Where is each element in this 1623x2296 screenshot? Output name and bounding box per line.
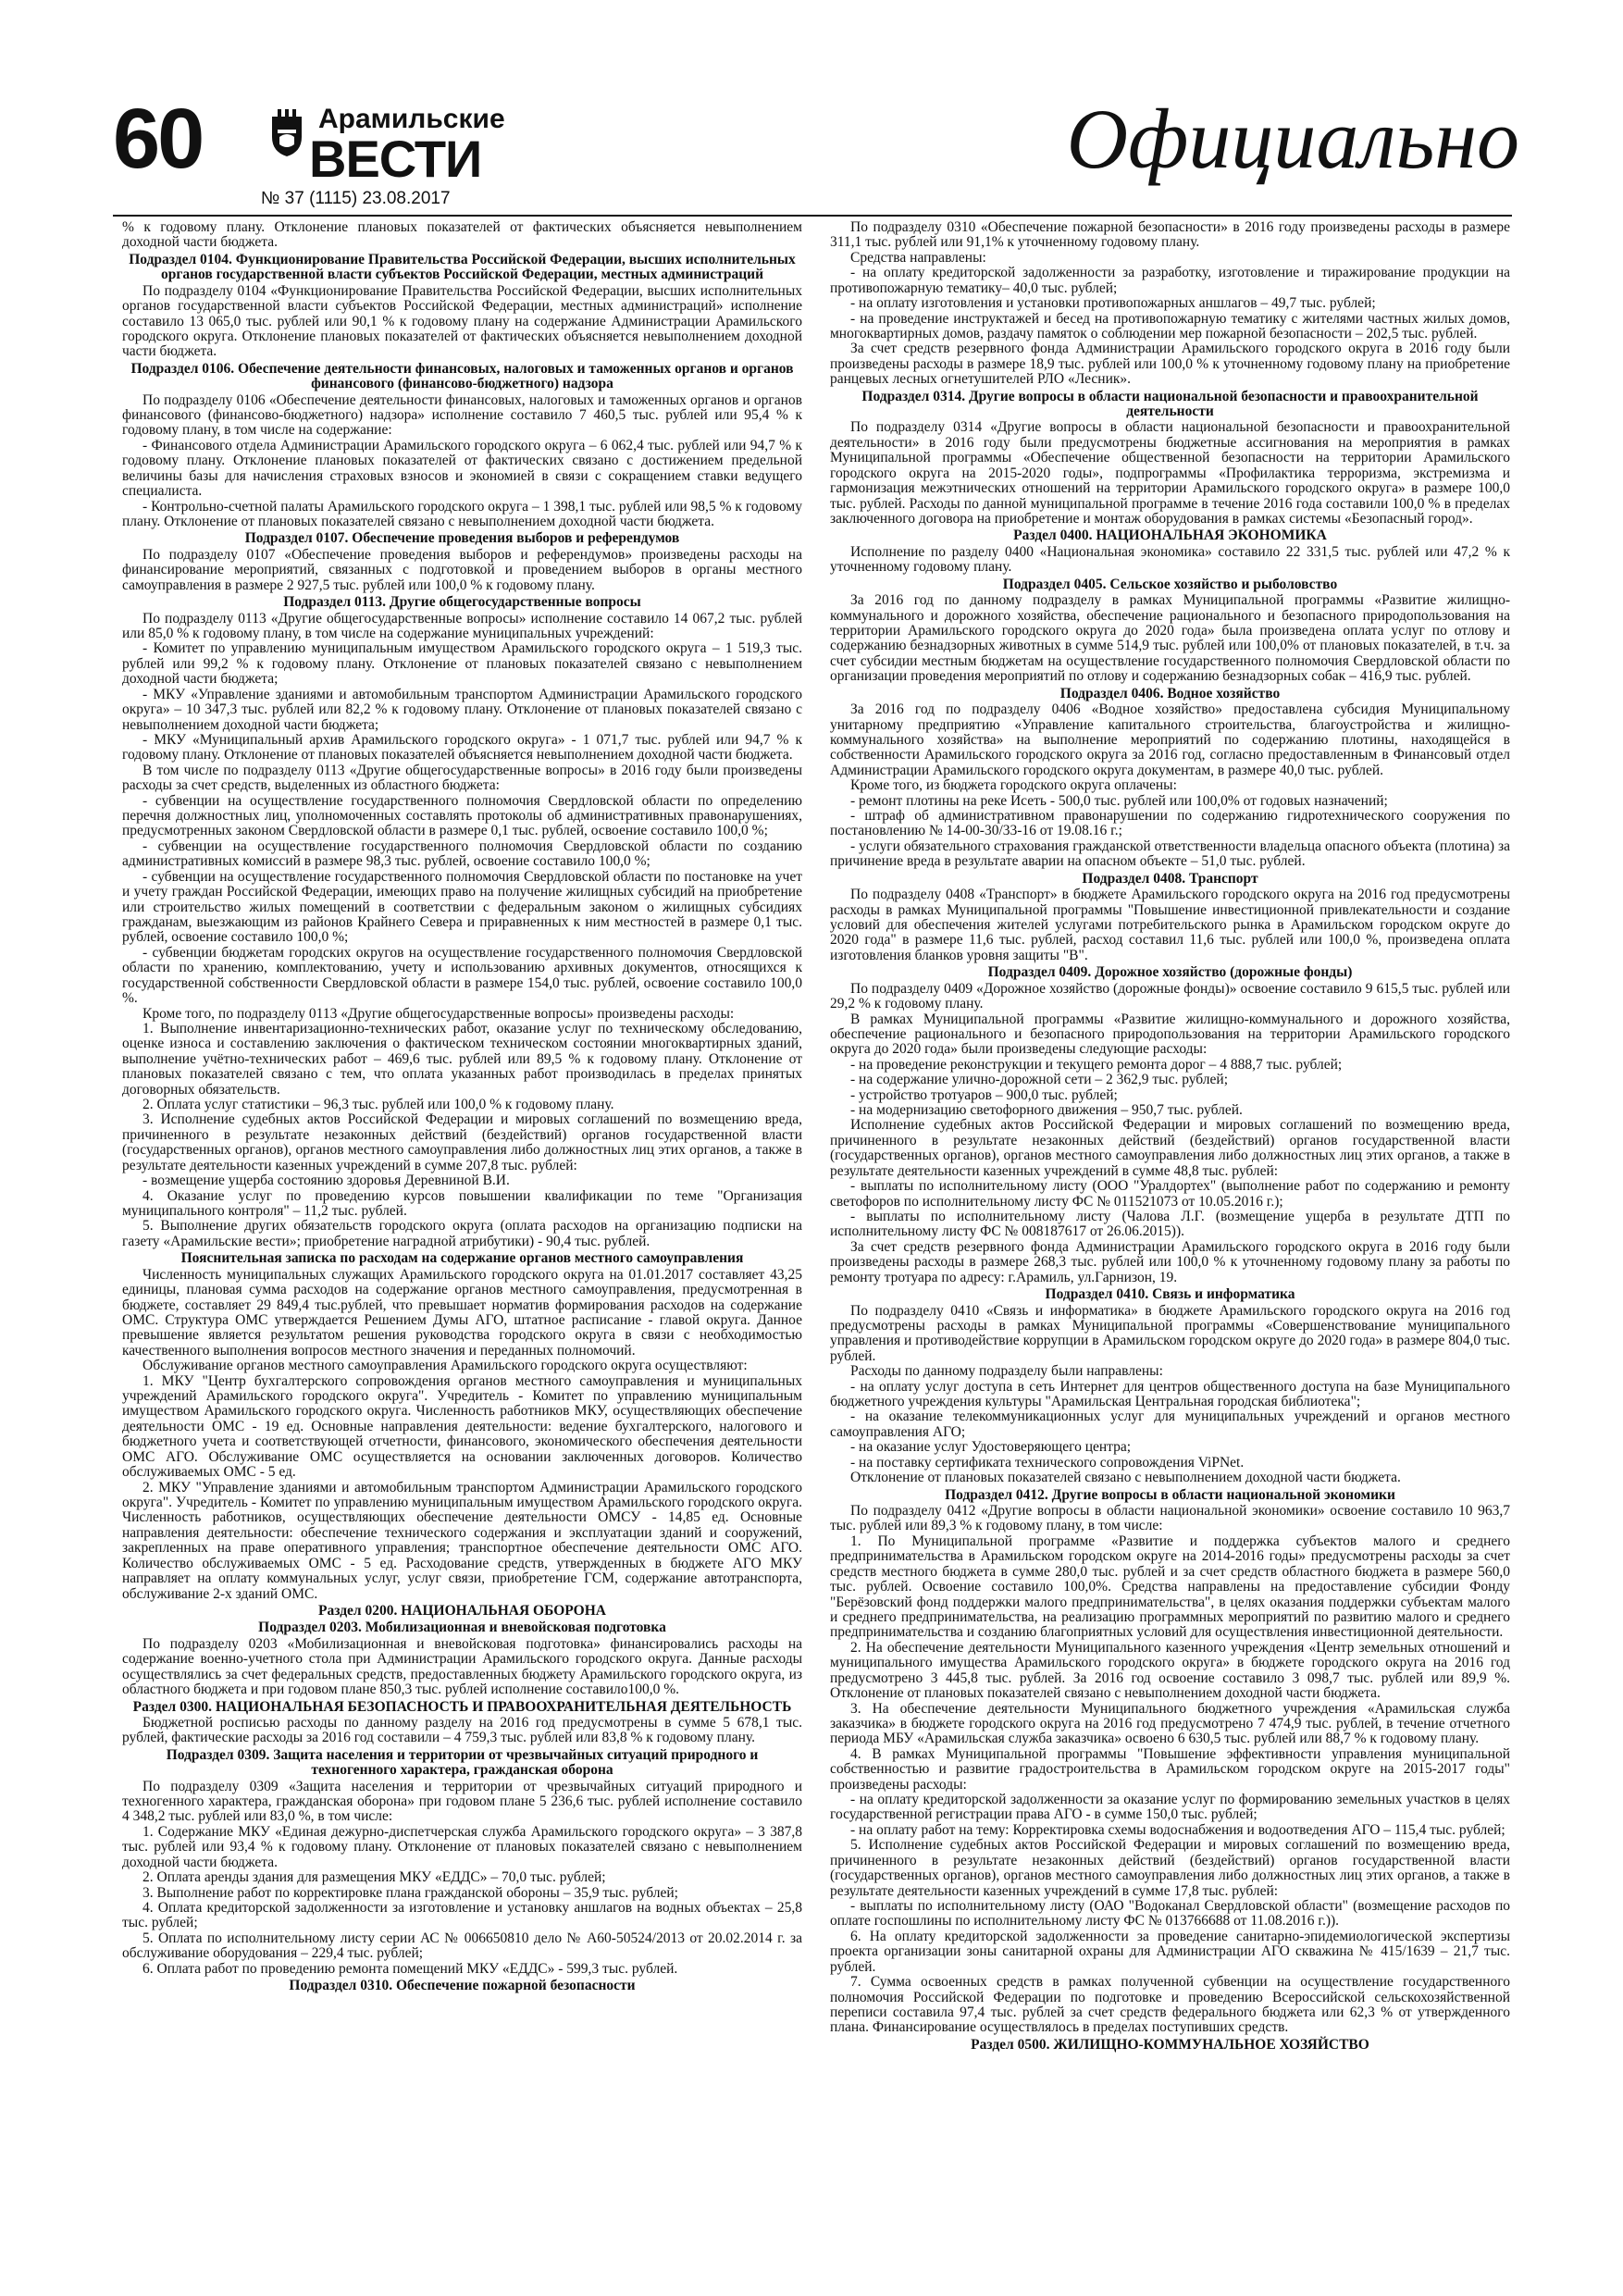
paragraph: 4. Оплата кредиторской задолженности за изготовление и установку аншлагов на водных объектах – 25,8 тыс. рублей; [122, 1899, 802, 1931]
paragraph: - на оказание телекоммуникационных услуг для муниципальных учреждений и органов местного самоуправления АГО; [830, 1409, 1510, 1440]
brand-title: ВЕСТИ [309, 130, 482, 188]
section-title: Официально [1066, 92, 1519, 186]
paragraph: - штраф об административном правонарушении по содержанию гидротехнического сооружения по постановлению № 14-00-30/33-16 от 19.08.16 г.; [830, 808, 1510, 839]
paragraph: - выплаты по исполнительному листу (Чалова Л.Г. (возмещение ущерба в результате ДТП по исполнительному листу ФС № 008187617 от 26.06.2015)). [830, 1209, 1510, 1240]
paragraph: - субвенции на осуществление государственного полномочия Свердловской области по созданию административных комиссий в размере 98,3 тыс. рублей, освоение составило 100,0 %; [122, 838, 802, 870]
issue-number: № 37 (1115) 23.08.2017 [261, 189, 451, 208]
paragraph: В том числе по подразделу 0113 «Другие общегосударственные вопросы» в 2016 году были произведены расходы за счет средств, выделенных из областного бюджета: [122, 762, 802, 794]
masthead [113, 92, 1519, 208]
section-heading: Раздел 0200. НАЦИОНАЛЬНАЯ ОБОРОНА [318, 1602, 606, 1619]
paragraph: % к годовому плану. Отклонение плановых показателей от фактических объясняется невыполнением доходной части бюджета. [122, 220, 802, 251]
paragraph: - МКУ «Муниципальный архив Арамильского городского округа» - 1 071,7 тыс. рублей или 94,7 % к годовому плану. Отклонение от плановых показателей объясняется невыполнением доходной части бюджета. [122, 731, 802, 763]
paragraph: - субвенции бюджетам городских округов на осуществление государственного полномочия Свердловской области по хранению, комплектованию, учету и использованию архивных документов, относящихся к государственной собственности Свердловской области в размере 154,0 тыс. рублей, освоение составило 100,0 %. [122, 944, 802, 1007]
paragraph: По подразделу 0106 «Обеспечение деятельности финансовых, налоговых и таможенных органов и органов финансового (финансово-бюджетного) надзора» исполнение составило 7 460,5 тыс. рублей или 95,4 % к годовому плану, в том числе на содержание: [122, 391, 802, 439]
paragraph: 1. По Муниципальной программе «Развитие и поддержка субъектов малого и среднего предпринимательства в Арамильском городском округе на 2014-2016 годы» предусмотрены расходы за счет средств местного бюджета в сумме 280,0 тыс. рублей и за счет средств областного бюджета в размере 560,0 тыс. рублей. Освоение составило 100,0%. Средства направлены на предоставление субсидии Фонду "Берёзовский фонд поддержки малого предпринимательства", в целях оказания поддержки субъектам малого и среднего предпринимательства, на реализацию программных мероприятий по развитию малого и среднего предпринимательства и созданию благоприятных условий для осуществления инвестиционной деятельности. [830, 1533, 1510, 1641]
paragraph: - на проведение инструктажей и бесед на противопожарную тематику с жителями частных жилых домов, многоквартирных домов, раздачу памяток о соблюдении мер пожарной безопасности – 202,5 тыс. рублей. [830, 310, 1510, 341]
section-heading: Подраздел 0106. Обеспечение деятельности финансовых, налоговых и таможенных органов и органов финансового (финансово-бюджетного) надзора [130, 360, 794, 392]
paragraph: - на оплату кредиторской задолженности за разработку, изготовление и тиражирование продукции на противопожарную тематику– 40,0 тыс. рублей; [830, 265, 1510, 296]
paragraph: - субвенции на осуществление государственного полномочия Свердловской области по определению перечня должностных лиц, уполномоченных составлять протоколы об административных правонарушениях, предусмотренных законом Свердловской области в размере 0,1 тыс. рублей, освоение составило 100,0 %; [122, 792, 802, 839]
paragraph: 3. На обеспечение деятельности Муниципального бюджетного учреждения «Арамильская служба заказчика» в бюджете городского округа на 2016 год предусмотрено 7 474,9 тыс. рублей, в течение отчетного периода МБУ «Арамильская служба заказчика» освоено 6 630,5 тыс. рублей или 88,7 % к годовому плану. [830, 1700, 1510, 1747]
paragraph: 3. Выполнение работ по корректировке плана гражданской обороны – 35,9 тыс. рублей; [142, 1884, 678, 1901]
brand-subtitle: Арамильские [318, 104, 505, 134]
article-body [122, 220, 1510, 2256]
paragraph: По подразделу 0104 «Функционирование Правительства Российской Федерации, высших исполнительных органов государственной власти субъектов Российской Федерации, местных администраций» исполнение составило 13 065,0 тыс. рублей или 90,1 % к годовому плану на содержание Администрации Арамильского городского округа. Отклонение плановых показателей от фактических объясняется невыполнением доходной части бюджета. [122, 282, 802, 360]
paragraph: - выплаты по исполнительному листу (ОАО "Водоканал Свердловской области" (возмещение расходов по оплате госпошлины по исполнительному листу ФС № 013766688 от 11.08.2016 г.)). [830, 1897, 1510, 1930]
paragraph: 7. Сумма освоенных средств в рамках полученной субвенции на осуществление государственного полномочия Российской Федерации по подготовке и проведению Всероссийской сельскохозяйственной переписи составила 97,4 тыс. рублей за счет средств федерального бюджета или 62,3 % от утвержденного плана. Финансирование осуществлялось в пределах поступивших средств. [830, 1974, 1510, 2036]
paragraph: 1. МКУ "Центр бухгалтерского сопровождения органов местного самоуправления и муниципальных учреждений Арамильского городского округа". Учредитель - Комитет по управлению муниципальным имуществом Арамильского городского округа. Численность работников МКУ, осуществляющих обеспечение деятельности ОМС - 19 ед. Основные направления деятельности: ведение бухгалтерского, налогового и бюджетного учета и соответствующей отчетности, финансового, экономического обеспечения деятельности ОМС АГО. Обслуживание ОМС осуществляется на основании заключенных договоров. Количество обслуживаемых ОМС - 5 ед. [122, 1372, 802, 1481]
paragraph: - на оплату работ на тему: Корректировка схемы водоснабжения и водоотведения АГО – 115,4 тыс. рублей; [850, 1821, 1505, 1838]
paragraph: 2. Оплата аренды здания для размещения МКУ «ЕДДС» – 70,0 тыс. рублей; [142, 1869, 606, 1886]
section-heading: Раздел 0300. НАЦИОНАЛЬНАЯ БЕЗОПАСНОСТЬ И ПРАВООХРАНИТЕЛЬНАЯ ДЕЯТЕЛЬНОСТЬ [132, 1698, 792, 1715]
paragraph: За 2016 год по данному подразделу в рамках Муниципальной программы «Развитие жилищно-коммунального и дорожного хозяйства, обеспечение рационального и безопасного природопользования на территории Арамильского городского округа до 2020 года» была произведена оплата услуг по отлову и содержанию безнадзорных животных в сумме 514,9 тыс. рублей или 100,0% от плановых показателей, в т.ч. за счет субсидии местным бюджетам на осуществление государственного полномочия Свердловской области по организации проведения мероприятий по отлову и содержанию безнадзорных собак – 416,9 тыс. рублей. [830, 592, 1510, 685]
paragraph: - Комитет по управлению муниципальным имуществом Арамильского городского округа – 1 519,3 тыс. рублей или 99,2 % к годовому плану. Отклонение от плановых показателей связано с невыполнением доходной части бюджета; [122, 640, 802, 688]
paragraph: За счет средств резервного фонда Администрации Арамильского городского округа в 2016 году были произведены расходы в размере 268,3 тыс. рублей или 100,0 % к уточненному годовому плану за работы по ремонту тротуара по адресу: г.Арамиль, ул.Гарнизон, 19. [830, 1238, 1510, 1285]
paragraph: В рамках Муниципальной программы «Развитие жилищно-коммунального и дорожного хозяйства, обеспечение рационального и безопасного природопользования на территории Арамильского городского округа до 2020 года» были произведены следующие расходы: [830, 1011, 1510, 1058]
section-heading: Подраздел 0309. Защита населения и территории от чрезвычайных ситуаций природного и техногенного характера, гражданская оборона [166, 1746, 759, 1779]
paragraph: За 2016 год по подразделу 0406 «Водное хозяйство» предоставлена субсидия Муниципальному унитарному предприятию «Управление капитального строительства, благоустройства и жилищно-коммунального хозяйства» на выполнение мероприятий по содержанию плотины, находящейся в собственности Арамильского городского округа за 2016 год, согласно предоставленным в Финансовый отдел Администрации Арамильского городского округа документам, в размере 40,0 тыс. рублей. [830, 701, 1510, 778]
section-heading: Подраздел 0310. Обеспечение пожарной безопасности [289, 1978, 636, 1994]
paragraph: Расходы по данному подразделу были направлены: [850, 1363, 1163, 1380]
paragraph: По подразделу 0113 «Другие общегосударственные вопросы» исполнение составило 14 067,2 тыс. рублей или 85,0 % к годовому плану, в том числе на содержание муниципальных учреждений: [122, 610, 802, 641]
paragraph: - на оплату изготовления и установки противопожарных аншлагов – 49,7 тыс. рублей; [850, 295, 1376, 312]
section-heading: Раздел 0400. НАЦИОНАЛЬНАЯ ЭКОНОМИКА [1013, 527, 1327, 544]
paragraph: 5. Исполнение судебных актов Российской Федерации и мировых соглашений по возмещению вреда, причиненного в результате незаконных действий (бездействий) органов государственной власти (государственных органов), органов местного самоуправления либо должностных лиц этих органов, а также в результате деятельности казенных учреждений в сумме 17,8 тыс. рублей: [830, 1837, 1510, 1899]
page-number: 60 [113, 92, 203, 186]
header-divider [113, 215, 1512, 217]
paragraph: 2. МКУ "Управление зданиями и автомобильным транспортом Администрации Арамильского городского округа". Учредитель - Комитет по управлению муниципальным имуществом Арамильского городского округа. Численность работников, осуществляющих обеспечение деятельности ОМСУ - 14,85 ед. Основные направления деятельности: обеспечение технического содержания и эксплуатации зданий и сооружений, закрепленных на праве оперативного управления; транспортное обеспечение деятельности ОМС АГО. Количество обслуживаемых ОМС - 5 ед. Расходование средств, утвержденных в бюджете АГО МКУ направляет на оплату коммунальных услуг, услуг связи, приобретение ГСМ, содержание автотранспорта, обслуживание 2-х зданий ОМС. [122, 1479, 802, 1602]
paragraph: - Контрольно-счетной палаты Арамильского городского округа – 1 398,1 тыс. рублей или 98,5 % к годовому плану. Отклонение от плановых показателей связано с невыполнением доходной части бюджета. [122, 498, 802, 530]
section-heading: Подраздел 0409. Дорожное хозяйство (дорожные фонды) [987, 964, 1353, 981]
paragraph: 3. Исполнение судебных актов Российской Федерации и мировых соглашений по возмещению вреда, причиненного в результате незаконных действий (бездействий) органов государственной власти (государственных органов), органов местного самоуправления либо должностных лиц этих органов, а также в результате деятельности казенных учреждений в сумме 207,8 тыс. рублей: [122, 1111, 802, 1173]
paragraph: 1. Содержание МКУ «Единая дежурно-диспетчерская служба Арамильского городского округа» – 3 387,8 тыс. рублей или 93,4 % к годовому плану. Отклонение от плановых показателей связано с невыполнением доходной части бюджета. [122, 1823, 802, 1870]
paragraph: По подразделу 0412 «Другие вопросы в области национальной экономики» освоение составило 10 963,7 тыс. рублей или 89,3 % к годовому плану, в том числе: [830, 1503, 1510, 1534]
section-heading: Раздел 0500. ЖИЛИЩНО-КОММУНАЛЬНОЕ ХОЗЯЙСТВО [971, 2036, 1369, 2053]
paragraph: 2. Оплата услуг статистики – 96,3 тыс. рублей или 100,0 % к годовому плану. [142, 1097, 614, 1113]
paragraph: По подразделу 0314 «Другие вопросы в области национальной безопасности и правоохранительной деятельности» в 2016 году были предусмотрены бюджетные ассигнования на мероприятия в рамках Муниципальной программы «Обеспечение общественной безопасности на территории Арамильского городского округа на 2015-2020 годы», подпрограммы «Профилактика терроризма, экстремизма и гармонизация межэтнических отношений на территории Арамильского городского округа» в размере 100,0 тыс. рублей. Расходы по данной муниципальной программе в течение 2016 года составили 100,0 % в пределах заключенного договора на приобретение и монтаж оборудования в рамках системы «Безопасный город». [830, 419, 1510, 527]
section-heading: Подраздел 0412. Другие вопросы в области национальной экономики [945, 1486, 1395, 1503]
section-heading: Подраздел 0113. Другие общегосударственные вопросы [283, 594, 641, 611]
paragraph: Отклонение от плановых показателей связано с невыполнением доходной части бюджета. [850, 1470, 1401, 1486]
paragraph: - устройство тротуаров – 900,0 тыс. рублей; [850, 1086, 1118, 1103]
paragraph: Обслуживание органов местного самоуправления Арамильского городского округа осуществляют: [142, 1358, 748, 1374]
paragraph: 4. В рамках Муниципальной программы "Повышение эффективности управления муниципальной собственностью и развитие градостроительства в Арамильском городском округе на 2015-2017 годы" произведены расходы: [830, 1745, 1510, 1793]
paragraph: 6. Оплата работ по проведению ремонта помещений МКУ «ЕДДС» - 599,3 тыс. рублей. [142, 1960, 678, 1977]
paragraph: Кроме того, из бюджета городского округа оплачены: [850, 777, 1177, 794]
paragraph: - на оплату услуг доступа в сеть Интернет для центров общественного доступа на базе Муниципального бюджетного учреждения культуры "Арамильская Центральная городская библиотека"; [830, 1378, 1510, 1410]
paragraph: 2. На обеспечение деятельности Муниципального казенного учреждения «Центр земельных отношений и муниципального имущества Арамильского городского округа» в бюджете городского округа на 2016 год предусмотрено 3 445,8 тыс. рублей. За 2016 год освоение составило 3 098,7 тыс. рублей или 89,9 %. Отклонение от плановых показателей связано с невыполнением доходной части бюджета. [830, 1639, 1510, 1702]
paragraph: - возмещение ущерба состоянию здоровья Деревниной В.И. [142, 1173, 510, 1189]
coat-of-arms-icon [268, 109, 305, 157]
section-heading: Подраздел 0410. Связь и информатика [1045, 1286, 1295, 1303]
paragraph: По подразделу 0310 «Обеспечение пожарной безопасности» в 2016 году произведены расходы в размере 311,1 тыс. рублей или 91,1% к уточненному годовому плану. [830, 220, 1510, 251]
section-heading: Подраздел 0406. Водное хозяйство [1059, 685, 1281, 701]
section-heading: Пояснительная записка по расходам на содержание органов местного самоуправления [180, 1250, 744, 1267]
paragraph: - субвенции на осуществление государственного полномочия Свердловской области по постановке на учет и учету граждан Российской Федерации, имеющих право на получение жилищных субсидий на приобретение или строительство жилых помещений в соответствии с федеральным законом о жилищных субсидиях гражданам, выезжающим из районов Крайнего Севера и приравненных к ним местностей в размере 0,1 тыс. рублей, освоение составило 100,0 %; [122, 868, 802, 946]
left-column [122, 220, 802, 2256]
paragraph: По подразделу 0203 «Мобилизационная и вневойсковая подготовка» финансировались расходы на содержание военно-учетного стола при Администрации Арамильского городского округа. Данные расходы осуществлялись за счет федеральных средств, предоставленных бюджету Арамильского городского округа, из областного бюджета и при годовом плане 850,3 тыс. рублей исполнение составило100,0 %. [122, 1635, 802, 1698]
paragraph: По подразделу 0408 «Транспорт» в бюджете Арамильского городского округа на 2016 год предусмотрены расходы в рамках Муниципальной программы "Повышение инвестиционной привлекательности и создание условий для обеспечения жителей услугами потребительского рынка в Арамильском городском округе до 2020 года" в размере 11,6 тыс. рублей, расход составил 11,6 тыс. рублей или 100,0 %, произведена оплата изготовления бланков уровня защиты "В". [830, 887, 1510, 963]
paragraph: - на проведение реконструкции и текущего ремонта дорог – 4 888,7 тыс. рублей; [850, 1056, 1343, 1073]
paragraph: За счет средств резервного фонда Администрации Арамильского городского округа в 2016 году были произведены расходы в размере 18,9 тыс. рублей или 100,0 % к уточненному годовому плану на приобретение ранцевых лесных огнетушителей РЛО «Лесник». [830, 341, 1510, 388]
paragraph: По подразделу 0309 «Защита населения и территории от чрезвычайных ситуаций природного и техногенного характера, гражданская оборона» при годовом плане 5 236,6 тыс. рублей исполнение составило 4 348,2 тыс. рублей или 83,0 %, в том числе: [122, 1778, 802, 1825]
paragraph: Исполнение судебных актов Российской Федерации и мировых соглашений по возмещению вреда, причиненного в результате незаконных действий (бездействий) органов государственной власти (государственных органов), органов местного самоуправления либо должностных лиц этих органов, а также в результате деятельности казенных учреждений в сумме 48,8 тыс. рублей: [830, 1117, 1510, 1179]
paragraph: 4. Оказание услуг по проведению курсов повышении квалификации по теме "Организация муниципального контроля" – 11,2 тыс. рублей. [122, 1187, 802, 1219]
paragraph: - Финансового отдела Администрации Арамильского городского округа – 6 062,4 тыс. рублей или 94,7 % к годовому плану. Отклонение плановых показателей от фактических связано с достижением предельной величины базы для начисления страховых взносов и экономией в связи с сокращением ставки ведущего специалиста. [122, 437, 802, 500]
section-heading: Подраздел 0408. Транспорт [1082, 870, 1258, 887]
paragraph: - на модернизацию светофорного движения – 950,7 тыс. рублей. [850, 1102, 1243, 1119]
section-heading: Подраздел 0405. Сельское хозяйство и рыболовство [1002, 576, 1338, 592]
paragraph: - на оказание услуг Удостоверяющего центра; [850, 1439, 1132, 1456]
paragraph: Исполнение по разделу 0400 «Национальная экономика» составило 22 331,5 тыс. рублей или 47,2 % к уточненному годовому плану. [830, 543, 1510, 576]
paragraph: - на поставку сертификата технического сопровождения ViPNet. [850, 1454, 1245, 1471]
paragraph: 5. Выполнение других обязательств городского округа (оплата расходов на организацию подписки на газету «Арамильские вести»; приобретение наградной атрибутики) - 90,4 тыс. рублей. [122, 1218, 802, 1249]
paragraph: По подразделу 0107 «Обеспечение проведения выборов и референдумов» произведены расходы на финансирование мероприятий, связанных с подготовкой и проведением выборов в органы местного самоуправления в размере 2 927,5 тыс. рублей или 100,0 % к годовому плану. [122, 546, 802, 593]
paragraph: - услуги обязательного страхования гражданской ответственности владельца опасного объекта (плотина) за причинение вреда в результате аварии на опасном объекте – 51,0 тыс. рублей. [830, 838, 1510, 870]
right-column [830, 220, 1510, 2256]
paragraph: 6. На оплату кредиторской задолженности за проведение санитарно-эпидемиологической экспертизы проекта организации зоны санитарной охраны для Администрации АГО скважина № 415/1639 – 21,7 тыс. рублей. [830, 1928, 1510, 1975]
paragraph: - на содержание улично-дорожной сети – 2 362,9 тыс. рублей; [850, 1072, 1229, 1088]
paragraph: По подразделу 0410 «Связь и информатика» в бюджете Арамильского городского округа на 2016 год предусмотрены расходы в рамках Муниципальной программы «Совершенствование муниципального управления и противодействие коррупции в Арамильском городском округе до 2020 года» в размере 804,0 тыс. рублей. [830, 1302, 1510, 1364]
paragraph: - выплаты по исполнительному листу (ООО "Уралдортех" (выполнение работ по содержанию и ремонту светофоров по исполнительному листу ФС № 011521073 от 10.05.2016 г.); [830, 1178, 1510, 1210]
section-heading: Подраздел 0104. Функционирование Правительства Российской Федерации, высших исполнительных органов государственной власти субъектов Российской Федерации, местных администраций [129, 251, 796, 283]
paragraph: Бюджетной росписью расходы по данному разделу на 2016 год предусмотрены в сумме 5 678,1 тыс. рублей, фактические расходы за 2016 год составили – 4 759,3 тыс. рублей или 83,8 % к годовому плану. [122, 1714, 802, 1746]
section-heading: Подраздел 0107. Обеспечение проведения выборов и референдумов [244, 530, 680, 547]
paragraph: Кроме того, по подразделу 0113 «Другие общегосударственные вопросы» произведены расходы: [142, 1005, 735, 1022]
section-heading: Подраздел 0203. Мобилизационная и вневойсковая подготовка [258, 1620, 666, 1636]
paragraph: 5. Оплата по исполнительному листу серии АС № 006650810 дело № А60-50524/2013 от 20.02.2014 г. за обслуживание оборудования – 229,4 тыс. рублей; [122, 1930, 802, 1962]
paragraph: - на оплату кредиторской задолженности за оказание услуг по формированию земельных участков в целях государственной регистрации права АГО - в сумме 150,0 тыс. рублей; [830, 1792, 1510, 1823]
paragraph: - МКУ «Управление зданиями и автомобильным транспортом Администрации Арамильского городского округа» – 10 347,3 тыс. рублей или 82,2 % к годовому плану. Отклонение от плановых показателей связано с невыполнением доходной части бюджета; [122, 686, 802, 733]
paragraph: - ремонт плотины на реке Исеть - 500,0 тыс. рублей или 100,0% от годовых назначений; [850, 792, 1388, 809]
paragraph: 1. Выполнение инвентаризационно-технических работ, оказание услуг по техническому обследованию, оценке износа и составлению заключения о фактическом техническом состоянии многоквартирных зданий, выполнение учётно-технических работ – 469,6 тыс. рублей или 89,5 % к годовому плану. Отклонение от плановых показателей связано с тем, что оплата указанных работ производилась в пределах принятых договорных обязательств. [122, 1020, 802, 1098]
section-heading: Подраздел 0314. Другие вопросы в области национальной безопасности и правоохранительной деятельности [861, 388, 1479, 420]
paragraph: Средства направлены: [850, 249, 986, 266]
paragraph: Численность муниципальных служащих Арамильского городского округа на 01.01.2017 составляет 43,25 единицы, плановая сумма расходов на содержание органов местного самоуправления, предусмотренная в бюджете, составляет 29 849,4 тыс.рублей, что превышает норматив формирования расходов на содержание ОМС. Структура ОМС утверждается Решением Думы АГО, штатное расписание - главой округа. Данное превышение является результатом решения руководства городского округа в связи с необходимостью качественного выполнения вопросов местного значения и переданных полномочий. [122, 1266, 802, 1359]
paragraph: По подразделу 0409 «Дорожное хозяйство (дорожные фонды)» освоение составило 9 615,5 тыс. рублей или 29,2 % к годовому плану. [830, 980, 1510, 1012]
